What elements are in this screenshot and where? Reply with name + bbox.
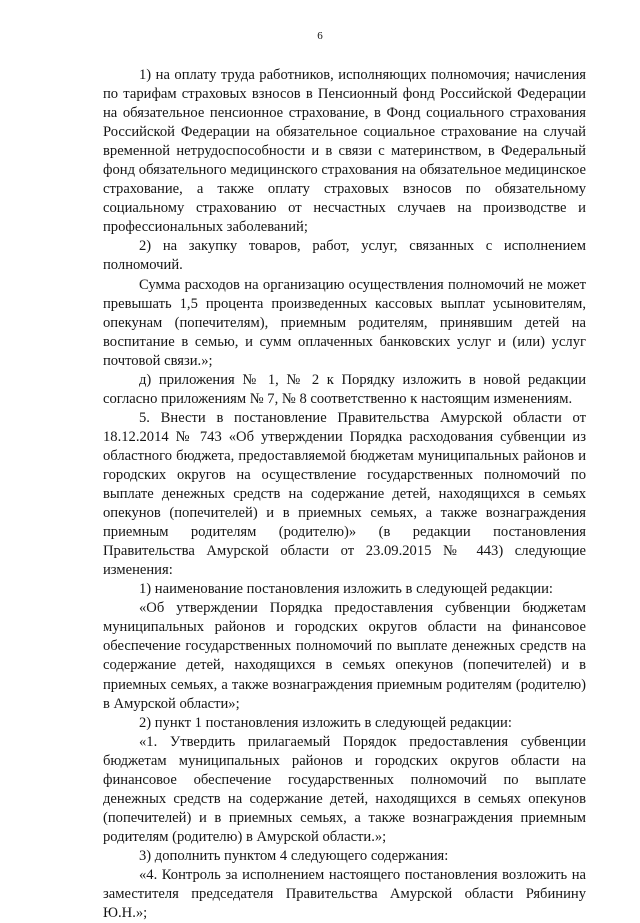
paragraph: 1) на оплату труда работников, исполняющих полномочия; начисления по тарифам страховых взносов в Пенсионный фонд Российской Федерации на обязательное пенсионное страхование, в Фонд социального страхования Российской Федерации на обязательное социальное страхование на случай временной нетрудоспособности и в связи с материнством, в Федеральный фонд обязательного медицинского страхования на обязательное медицинское страхование, а также оплату страховых взносов по обязательному социальному страхованию от несчастных случаев на производстве и профессиональных заболеваний;	[103, 67, 586, 236]
paragraph: 3) дополнить пунктом 4 следующего содержания:	[139, 847, 449, 864]
paragraph: 2) на закупку товаров, работ, услуг, связанных с исполнением полномочий.	[103, 238, 586, 274]
paragraph: 5. Внести в постановление Правительства Амурской области от 18.12.2014 № 743 «Об утверждении Порядка расходования субвенции из областного бюджета, предоставляемой бюджетам муниципальных районов и городских округов на осуществление государственных полномочий по выплате денежных средств на содержание детей, находящихся в семьях опекунов (попечителей) и в приемных семьях, а также вознаграждения приемным родителям (родителю)» (в редакции постановления Правительства Амурской области от 23.09.2015 № 443) следующие изменения:	[103, 409, 586, 579]
paragraph: 1) наименование постановления изложить в следующей редакции:	[139, 581, 553, 598]
paragraph: «1. Утвердить прилагаемый Порядок предоставления субвенции бюджетам муниципальных районов и городских округов области на финансовое обеспечение государственных полномочий по выплате денежных средств на содержание детей, находящихся в семьях опекунов (попечителей) и в приемных семьях, а также вознаграждения приемным родителям (родителю) в Амурской области.»;	[103, 733, 586, 845]
paragraph: 2) пункт 1 постановления изложить в следующей редакции:	[139, 714, 512, 731]
paragraph: Сумма расходов на организацию осуществления полномочий не может превышать 1,5 процента произведенных кассовых выплат усыновителям, опекунам (попечителям), приемным родителям, принявшим детей на воспитание в семью, и сумм оплаченных банковских услуг и (или) услуг почтовой связи.»;	[103, 276, 586, 369]
paragraph: «4. Контроль за исполнением настоящего постановления возложить на заместителя председателя Правительства Амурской области Рябинину Ю.Н.»;	[103, 866, 586, 922]
paragraph: д) приложения № 1, № 2 к Порядку изложить в новой редакции согласно приложениям № 7, № 8 соответственно к настоящим изменениям.	[103, 371, 586, 407]
page-number: 6	[317, 30, 323, 42]
paragraph: «Об утверждении Порядка предоставления субвенции бюджетам муниципальных районов и городских округов области на финансовое обеспечение государственных полномочий по выплате денежных средств на содержание детей, находящихся в семьях опекунов (попечителей) и в приемных семьях, а также вознаграждения приемным родителям (родителю) в Амурской области»;	[103, 600, 586, 712]
document-body	[103, 66, 586, 923]
